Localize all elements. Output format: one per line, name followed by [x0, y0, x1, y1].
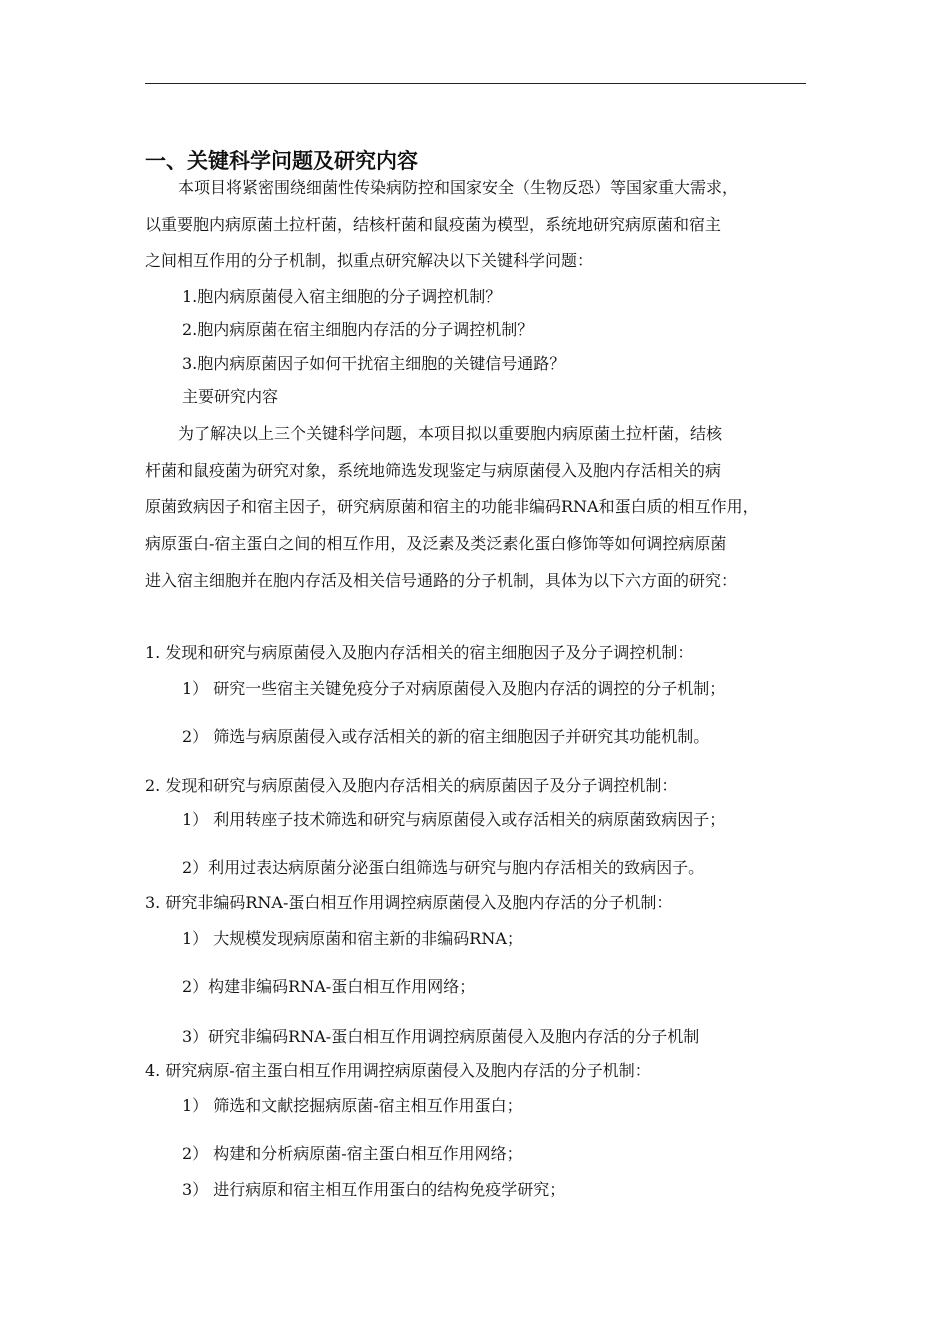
section-item: 2）利用过表达病原菌分泌蛋白组筛选与研究与胞内存活相关的致病因子。: [182, 858, 705, 877]
section-item: 1） 筛选和文献挖掘病原菌-宿主相互作用蛋白；: [182, 1096, 523, 1115]
section-title: 3. 研究非编码RNA-蛋白相互作用调控病原菌侵入及胞内存活的分子机制：: [145, 893, 673, 912]
section-title: 1. 发现和研究与病原菌侵入及胞内存活相关的宿主细胞因子及分子调控机制：: [145, 643, 694, 662]
section-title: 4. 研究病原-宿主蛋白相互作用调控病原菌侵入及胞内存活的分子机制：: [145, 1061, 651, 1080]
question-item: 1.胞内病原菌侵入宿主细胞的分子调控机制？: [182, 287, 502, 306]
section-item: 2）构建非编码RNA-蛋白相互作用网络；: [182, 977, 476, 996]
content-line: 为了解决以上三个关键科学问题，本项目拟以重要胞内病原菌土拉杆菌，结核: [178, 424, 723, 443]
question-item: 3.胞内病原菌因子如何干扰宿主细胞的关键信号通路？: [182, 354, 566, 373]
intro-line: 之间相互作用的分子机制，拟重点研究解决以下关键科学问题：: [145, 251, 594, 270]
intro-line: 本项目将紧密围绕细菌性传染病防控和国家安全（生物反恐）等国家重大需求，: [178, 178, 739, 197]
section-title: 2. 发现和研究与病原菌侵入及胞内存活相关的病原菌因子及分子调控机制：: [145, 776, 678, 795]
main-content-label: 主要研究内容: [182, 387, 279, 406]
content-line: 原菌致病因子和宿主因子，研究病原菌和宿主的功能非编码RNA和蛋白质的相互作用，: [145, 497, 759, 516]
question-item: 2.胞内病原菌在宿主细胞内存活的分子调控机制？: [182, 320, 534, 339]
section-heading: 一、关键科学问题及研究内容: [145, 149, 418, 173]
content-line: 杆菌和鼠疫菌为研究对象，系统地筛选发现鉴定与病原菌侵入及胞内存活相关的病: [145, 461, 722, 480]
section-item: 3）研究非编码RNA-蛋白相互作用调控病原菌侵入及胞内存活的分子机制: [182, 1027, 700, 1046]
content-line: 进入宿主细胞并在胞内存活及相关信号通路的分子机制，具体为以下六方面的研究：: [145, 571, 738, 590]
header-rule: [145, 83, 806, 84]
section-item: 3） 进行病原和宿主相互作用蛋白的结构免疫学研究；: [182, 1180, 566, 1199]
section-item: 1） 研究一些宿主关键免疫分子对病原菌侵入及胞内存活的调控的分子机制；: [182, 679, 726, 698]
section-item: 2） 构建和分析病原菌-宿主蛋白相互作用网络；: [182, 1144, 523, 1163]
content-line: 病原蛋白-宿主蛋白之间的相互作用，及泛素及类泛素化蛋白修饰等如何调控病原菌: [145, 534, 727, 553]
section-item: 1） 大规模发现病原菌和宿主新的非编码RNA；: [182, 929, 523, 948]
section-item: 1） 利用转座子技术筛选和研究与病原菌侵入或存活相关的病原菌致病因子；: [182, 810, 726, 829]
intro-line: 以重要胞内病原菌土拉杆菌，结核杆菌和鼠疫菌为模型，系统地研究病原菌和宿主: [145, 215, 722, 234]
section-item: 2） 筛选与病原菌侵入或存活相关的新的宿主细胞因子并研究其功能机制。: [182, 727, 710, 746]
